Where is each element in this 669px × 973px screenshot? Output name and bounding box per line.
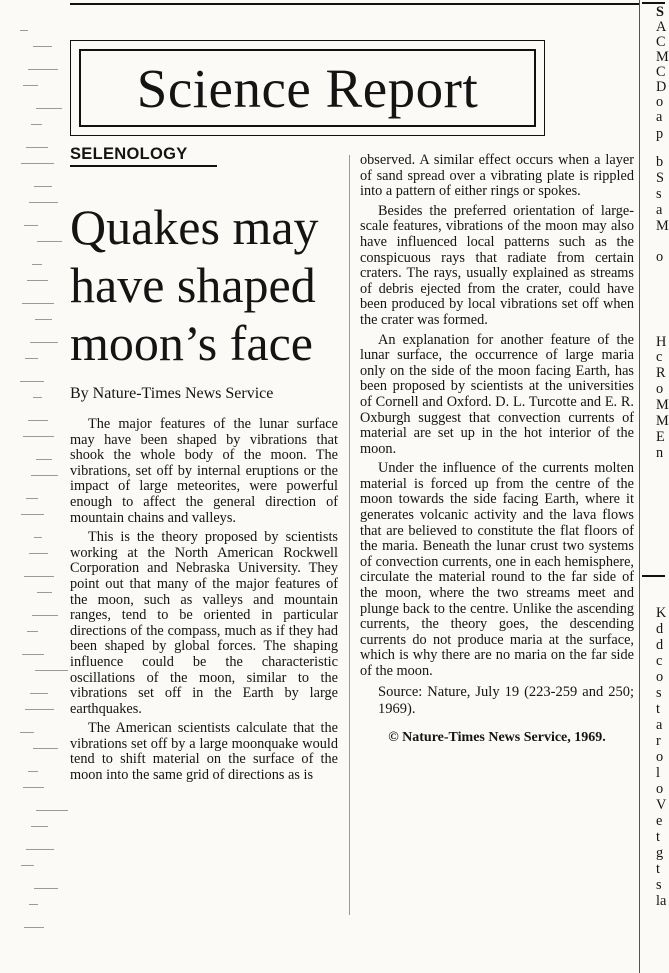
clipped-text-fragment: r (656, 733, 661, 749)
scan-artifact (23, 787, 44, 788)
scan-artifact (21, 865, 34, 866)
scan-artifact (30, 342, 58, 343)
clipped-text-fragment: t (656, 829, 660, 845)
clipped-text-fragment: o (656, 249, 664, 265)
scan-artifact (26, 849, 54, 850)
clipped-text-fragment: C (656, 64, 666, 80)
clipped-text-fragment: V (656, 797, 667, 813)
article-column-2 (360, 153, 634, 745)
scan-artifact (21, 163, 54, 164)
clipped-text-fragment: a (656, 202, 663, 218)
clipped-text-fragment: s (656, 186, 662, 202)
clipped-text-fragment: la (656, 893, 667, 909)
byline: By Nature-Times News Service (70, 385, 274, 402)
paragraph: observed. A similar effect occurs when a layer of sand spread over a vibrating plate is rippled into a pattern of either rings or spokes. (360, 152, 634, 200)
scan-artifact (24, 225, 38, 226)
clipped-text-fragment: K (656, 605, 667, 621)
scan-artifact (28, 771, 38, 772)
clipped-text-fragment: S (656, 170, 664, 186)
scan-artifact (24, 927, 44, 928)
scan-artifact (23, 85, 38, 86)
scan-artifact (32, 264, 42, 265)
clipped-text-fragment: t (656, 861, 660, 877)
scan-artifact (26, 498, 38, 499)
paragraph: This is the theory proposed by scientists working at the North American Rockwell Corporation and Nebraska University. They point out that many of the major features of the moon, such as valleys and mountain ranges, tend to be oriented in particular directions of the compass, much as if they had been shaped by global forces. The shaping influence could be the characteristic oscillations of the moon, similar to the vibrations set off in the Earth by large earthquakes. (70, 529, 338, 717)
clipped-text-fragment: g (656, 845, 664, 861)
clipped-text-fragment: a (656, 109, 663, 125)
column-divider-right (639, 0, 640, 973)
section-kicker: SELENOLOGY (70, 145, 188, 163)
masthead-title: Science Report (136, 57, 479, 119)
clipped-text-fragment: d (656, 621, 664, 637)
scan-artifact (36, 810, 68, 811)
clipped-text-fragment: c (656, 349, 663, 365)
scan-artifact (34, 888, 58, 889)
scan-artifact (29, 202, 58, 203)
left-margin-scan-edge (0, 0, 58, 973)
scan-artifact (35, 670, 68, 671)
scan-artifact (31, 826, 48, 827)
masthead-inner-border (79, 49, 536, 127)
clipped-text-fragment: o (656, 381, 664, 397)
adjacent-article-clipped (642, 0, 669, 973)
clipped-text-fragment: M (656, 218, 669, 234)
clipped-text-fragment: o (656, 669, 664, 685)
clipped-text-fragment: C (656, 34, 666, 50)
headline (70, 198, 340, 372)
paragraph: The major features of the lunar surface may have been shaped by vibrations that shook the whole body of the moon. The vibrations, set off by internal eruptions or the impact of large meteorites, were powerful enough to affect the general direction of mountain chains and valleys. (70, 416, 338, 526)
clipped-text-fragment: A (656, 19, 667, 35)
clipped-text-fragment: c (656, 653, 663, 669)
scan-artifact (36, 108, 62, 109)
scan-artifact (26, 147, 48, 148)
headline-line: moon’s face (70, 315, 313, 371)
clipped-text-fragment: M (656, 49, 669, 65)
column-divider-middle (349, 155, 350, 915)
clipped-text-fragment: e (656, 813, 663, 829)
scan-artifact (29, 904, 38, 905)
paragraph: Under the influence of the currents molten material is forced up from the centre of the moon towards the side facing Earth, where it generates volcanic activity and the lava flows that are believed to constitute the flat floors of the maria. Beneath the lunar crust two systems of convection currents, one in each hemisphere, circulate the material round to the far side of the moon, where the two streams meet and plunge back to the centre. Unlike the ascending currents, the theory goes, the descending currents do not produce maria at the surface, which is why there are no maria on the far side of the moon. (360, 460, 634, 679)
scan-artifact (34, 186, 52, 187)
scan-artifact (21, 514, 44, 515)
clipped-text-fragment: n (656, 445, 664, 461)
clipped-text-fragment: d (656, 637, 664, 653)
scan-artifact (25, 358, 38, 359)
clipped-rule (642, 2, 665, 4)
headline-line: Quakes may (70, 199, 319, 255)
scan-artifact (27, 631, 38, 632)
scan-artifact (33, 46, 52, 47)
scan-artifact (20, 381, 44, 382)
source-citation: Source: Nature, July 19 (223-259 and 250; 1969). (378, 683, 634, 717)
clipped-text-fragment: p (656, 126, 664, 142)
scan-artifact (28, 420, 48, 421)
clipped-text-fragment: E (656, 429, 665, 445)
paragraph: Besides the preferred orientation of large-scale features, vibrations of the moon may also have influenced local patterns such as the conspicuous rays that radiate from certain craters. The rays, usually explained as streams of debris ejected from the crater, could have been produced by local vibrations set off when the crater was formed. (360, 202, 634, 328)
scan-artifact (28, 69, 58, 70)
paragraph: The American scientists calculate that the vibrations set off by a large moonquake would tend to shift material on the surface of the moon into the same grid of directions as is (70, 720, 338, 784)
scan-artifact (36, 459, 52, 460)
clipped-text-fragment: R (656, 365, 666, 381)
clipped-text-fragment: D (656, 79, 667, 95)
scan-artifact (25, 709, 54, 710)
scan-artifact (37, 241, 62, 242)
clipped-text-fragment: s (656, 877, 662, 893)
scan-artifact (20, 30, 28, 31)
scan-artifact (31, 124, 42, 125)
scan-artifact (32, 615, 58, 616)
scan-artifact (27, 280, 48, 281)
scan-artifact (33, 397, 42, 398)
scan-artifact (33, 748, 58, 749)
clipped-rule (642, 575, 665, 577)
scan-artifact (20, 732, 34, 733)
clipped-text-fragment: l (656, 765, 660, 781)
scan-artifact (31, 475, 58, 476)
clipped-text-fragment: o (656, 94, 664, 110)
scan-artifact (37, 592, 52, 593)
kicker-underline (70, 165, 217, 167)
paragraph: An explanation for another feature of the lunar surface, the occurrence of large maria only on the side of the moon facing Earth, has been proposed by scientists at the universities of Cornell and Oxford. D. L. Turcotte and E. R. Oxburgh suggest that convection currents of material are set up in the hot interior of the moon. (360, 331, 634, 457)
scan-artifact (34, 537, 42, 538)
copyright-line: © Nature-Times News Service, 1969. (388, 729, 606, 745)
scan-artifact (35, 319, 52, 320)
clipped-text-fragment: M (656, 397, 669, 413)
scan-artifact (29, 553, 48, 554)
scan-artifact (24, 576, 54, 577)
clipped-text-fragment: o (656, 781, 664, 797)
scan-artifact (22, 654, 44, 655)
clipped-text-fragment: S (656, 4, 664, 20)
clipped-text-fragment: b (656, 154, 664, 170)
headline-line: have shaped (70, 257, 316, 313)
scan-artifact (30, 693, 48, 694)
clipped-text-fragment: H (656, 334, 667, 350)
clipped-text-fragment: o (656, 749, 664, 765)
clipped-text-fragment: a (656, 717, 663, 733)
top-rule (70, 3, 640, 5)
clipped-text-fragment: s (656, 685, 662, 701)
clipped-text-fragment: M (656, 413, 669, 429)
article-column-1 (70, 417, 338, 788)
clipped-text-fragment: t (656, 701, 660, 717)
scan-artifact (22, 303, 54, 304)
masthead-box (70, 40, 545, 136)
scan-artifact (23, 436, 54, 437)
